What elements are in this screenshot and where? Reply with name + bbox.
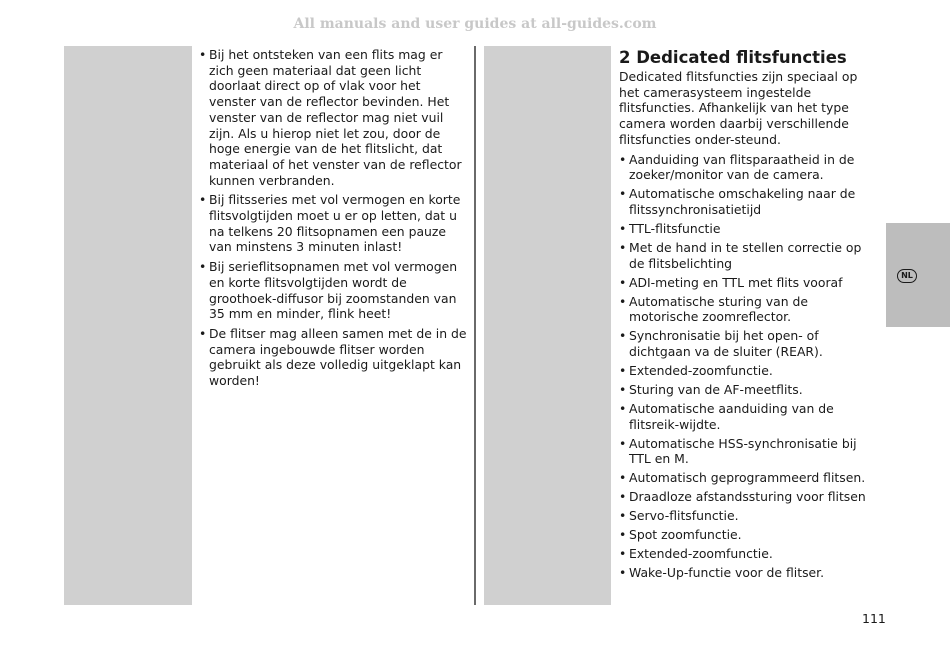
list-item: • Sturing van de AF-meetflits. (619, 382, 877, 398)
list-item: • Met de hand in te stellen correctie op de flitsbelichting (619, 240, 877, 271)
list-item: • Bij flitsseries met vol vermogen en korte flitsvolgtijden moet u er op letten, dat u na telkens 20 flitsopnamen een pauze van minstens 3 minuten inlast! (199, 192, 467, 255)
center-margin-block (484, 46, 611, 605)
list-item: • De flitser mag alleen samen met de in de camera ingebouwde flitser worden gebruikt als deze volledig uitgeklapt kan worden! (199, 326, 467, 389)
left-column (199, 47, 467, 393)
list-item: • Automatisch geprogrammeerd flitsen. (619, 470, 877, 486)
list-item: • Synchronisatie bij het open- of dichtgaan va de sluiter (REAR). (619, 328, 877, 359)
language-tab (886, 223, 950, 327)
column-divider (474, 46, 476, 605)
list-item: • Automatische aanduiding van de flitsreik-wijdte. (619, 401, 877, 432)
section-intro: Dedicated flitsfuncties zijn speciaal op het camerasysteem ingestelde flitsfuncties. Afhankelijk van het type camera worden daarbij verschillende flitsfuncties onder-steund. (619, 69, 858, 147)
list-item: • Spot zoomfunctie. (619, 527, 877, 543)
list-item: • Automatische HSS-synchronisatie bij TTL en M. (619, 436, 877, 467)
section-heading: 2 Dedicated flitsfuncties (619, 48, 847, 67)
right-column (619, 47, 877, 584)
left-margin-block (64, 46, 192, 605)
list-item: • Bij het ontsteken van een flits mag er zich geen materiaal dat geen licht doorlaat direct op of vlak voor het venster van de reflector bevinden. Het venster van de reflector mag niet vuil zijn. Als u hierop niet let zou, door de hoge energie van de het flitslicht, dat materiaal of het venster van de reflector kunnen verbranden. (199, 47, 467, 188)
list-item: • Automatische sturing van de motorische zoomreflector. (619, 294, 877, 325)
language-badge: NL (897, 269, 917, 283)
list-item: • Extended-zoomfunctie. (619, 363, 877, 379)
list-item: • ADI-meting en TTL met flits vooraf (619, 275, 877, 291)
list-item: • Aanduiding van flitsparaatheid in de zoeker/monitor van de camera. (619, 152, 877, 183)
list-item: • Draadloze afstandssturing voor flitsen (619, 489, 877, 505)
list-item: • Bij serieflitsopnamen met vol vermogen en korte flitsvolgtijden wordt de groothoek-diffusor bij zoomstanden van 35 mm en minder, flink heet! (199, 259, 467, 322)
list-item: • Automatische omschakeling naar de flitssynchronisatietijd (619, 186, 877, 217)
list-item: • Extended-zoomfunctie. (619, 546, 877, 562)
watermark: All manuals and user guides at all-guides.com (293, 16, 657, 32)
list-item: • TTL-flitsfunctie (619, 221, 877, 237)
page-number: 111 (862, 611, 886, 626)
list-item: • Wake-Up-functie voor de flitser. (619, 565, 877, 581)
list-item: • Servo-flitsfunctie. (619, 508, 877, 524)
warning-list (199, 47, 467, 389)
feature-list (619, 152, 877, 582)
